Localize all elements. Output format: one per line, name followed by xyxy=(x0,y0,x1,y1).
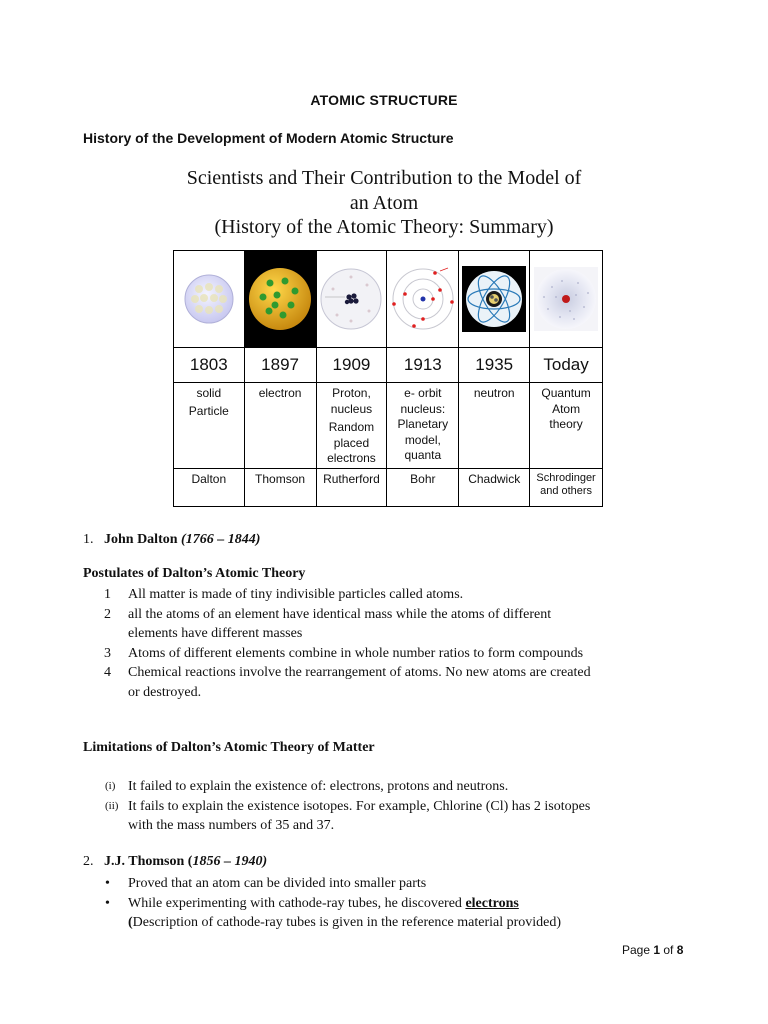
dalton-heading: 1. John Dalton (1766 – 1844) xyxy=(83,532,261,547)
scientist-cell: Bohr xyxy=(387,469,459,507)
dalton-name: John Dalton xyxy=(104,532,178,547)
year-cell: Today xyxy=(530,348,603,383)
dalton-solid-sphere-image xyxy=(183,273,235,325)
rutherford-nucleus-image xyxy=(319,267,383,331)
year-row xyxy=(174,348,603,383)
chadwick-neutron-image xyxy=(462,266,526,332)
list-item: 2 all the atoms of an element have identical mass while the atoms of different elements have different masses xyxy=(104,606,552,641)
contribution-cell: electron xyxy=(244,383,316,469)
summary-title-line1: Scientists and Their Contribution to the Model of xyxy=(186,167,582,189)
thomson-dates: 1856 – 1940) xyxy=(192,854,268,869)
contribution-cell: neutron xyxy=(459,383,530,469)
list-item: (i) It failed to explain the existence of: electrons, protons and neutrons. xyxy=(105,779,509,794)
scientist-row xyxy=(174,469,603,507)
summary-title-line2: an Atom xyxy=(349,191,419,214)
list-item: 3 Atoms of different elements combine in whole number ratios to form compounds xyxy=(104,645,584,661)
scientist-cell: Thomson xyxy=(244,469,316,507)
limitations-heading: Limitations of Dalton’s Atomic Theory of Matter xyxy=(83,740,375,755)
scientist-cell: Chadwick xyxy=(459,469,530,507)
page-total: 8 xyxy=(676,943,684,957)
quantum-cloud-image xyxy=(534,267,598,331)
bohr-planetary-image xyxy=(390,266,456,332)
electrons-term: electrons xyxy=(465,895,519,911)
atomic-history-table xyxy=(173,250,603,507)
limitations-list xyxy=(83,777,703,836)
postulates-heading: Postulates of Dalton’s Atomic Theory xyxy=(83,566,306,581)
summary-title-line3: (History of the Atomic Theory: Summary) xyxy=(214,216,554,238)
year-cell: 1935 xyxy=(459,348,530,383)
document-title: ATOMIC STRUCTURE xyxy=(310,92,458,108)
contribution-cell: Quantum Atom theory xyxy=(530,383,603,469)
postulates-list xyxy=(83,585,703,702)
list-item: • While experimenting with cathode-ray tubes, he discovered electrons (Description of cathode-ray tubes is given in the reference material provided) xyxy=(105,895,562,930)
contribution-cell: Proton, nucleus Random placed electrons xyxy=(316,383,387,469)
thomson-name: J.J. Thomson xyxy=(104,854,185,869)
year-cell: 1803 xyxy=(174,348,245,383)
year-cell: 1913 xyxy=(387,348,459,383)
dalton-dates: (1766 – 1844) xyxy=(181,532,261,547)
list-item: 4 Chemical reactions involve the rearrangement of atoms. No new atoms are created or destroyed. xyxy=(104,665,591,700)
scientist-cell: Dalton xyxy=(174,469,245,507)
section-subtitle: History of the Development of Modern Atomic Structure xyxy=(83,130,454,146)
contribution-cell: solid Particle xyxy=(174,383,245,469)
list-item: 1 All matter is made of tiny indivisible particles called atoms. xyxy=(104,587,464,602)
year-cell: 1897 xyxy=(244,348,316,383)
thomson-plum-pudding-image xyxy=(247,261,313,337)
scientist-cell: Schrodinger and others xyxy=(530,469,603,507)
page-number: 1 xyxy=(653,943,661,957)
list-item: • Proved that an atom can be divided into smaller parts xyxy=(105,876,427,891)
contribution-cell: e- orbit nucleus: Planetary model, quanta xyxy=(387,383,459,469)
year-cell: 1909 xyxy=(316,348,387,383)
thomson-heading: 2. J.J. Thomson (1856 – 1940) xyxy=(83,854,268,869)
scientist-cell: Rutherford xyxy=(316,469,387,507)
summary-title xyxy=(0,166,768,240)
thomson-list xyxy=(83,874,703,933)
page-footer: Page 1 of 8 xyxy=(622,943,684,957)
list-item: (ii) It fails to explain the existence isotopes. For example, Chlorine (Cl) has 2 isotopes with the mass numbers of 35 and 37. xyxy=(105,798,591,833)
contribution-row xyxy=(174,383,603,469)
image-row xyxy=(174,251,603,348)
